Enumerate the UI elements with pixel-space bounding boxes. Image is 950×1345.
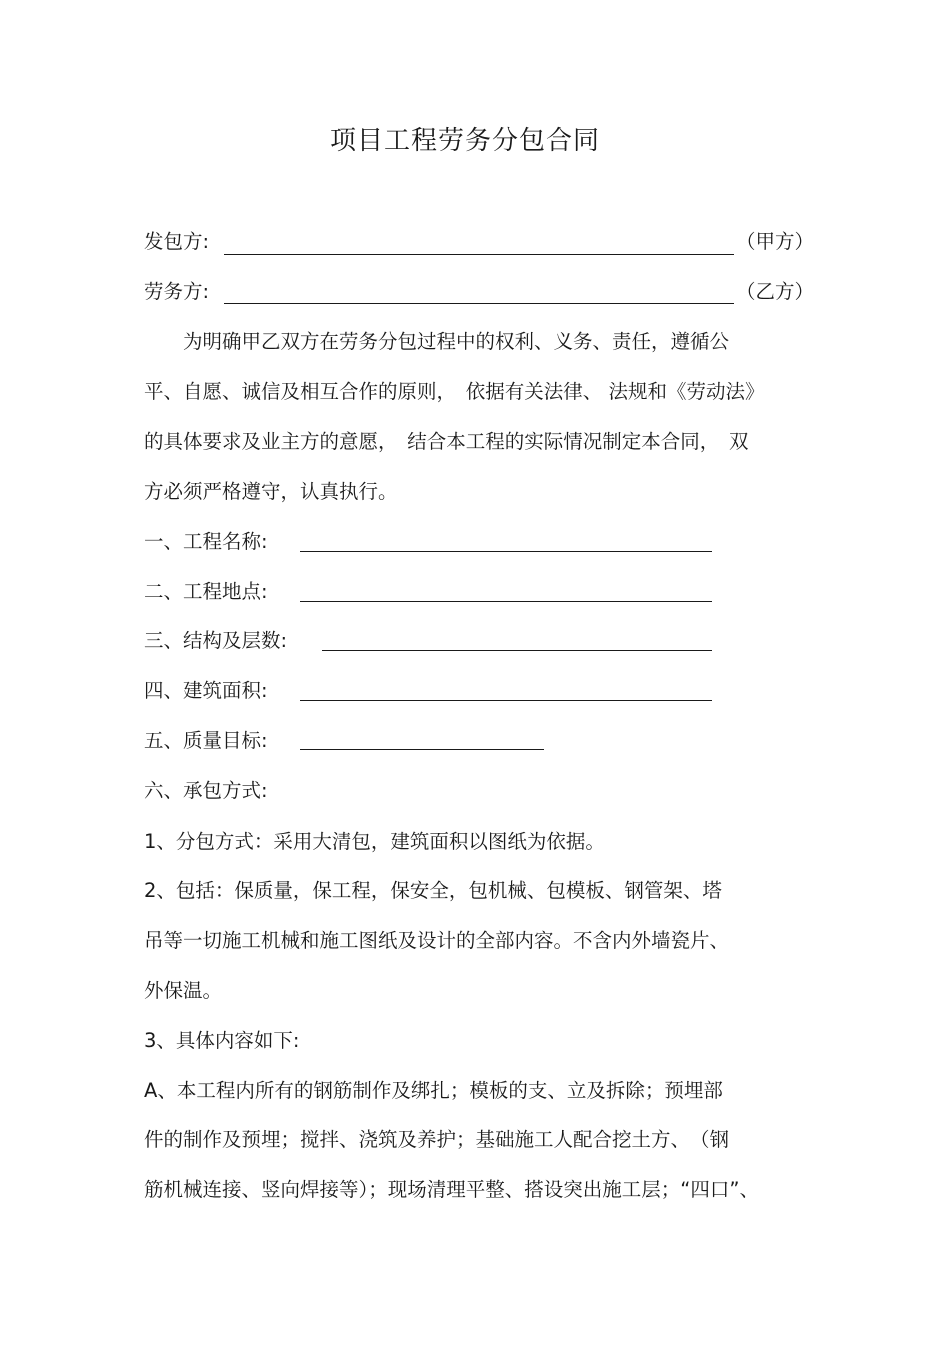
item-line: 3、具体内容如下: — [144, 1029, 300, 1052]
party-b-suffix: （乙方） — [736, 280, 815, 303]
section-heading: 六、承包方式: — [144, 779, 268, 802]
intro-line: 为明确甲乙双方在劳务分包过程中的权利、义务、责任，遵循公 — [144, 330, 730, 353]
field-area-blank — [300, 700, 712, 701]
intro-line: 平、自愿、诚信及相互合作的原则， 依据有关法律、 法规和《劳动法》 — [144, 380, 765, 403]
item-line: 1、分包方式：采用大清包，建筑面积以图纸为依据。 — [144, 830, 605, 853]
field-project-location-blank — [300, 601, 712, 602]
page-title: 项目工程劳务分包合同 — [329, 126, 600, 156]
item-line: 件的制作及预埋；搅拌、浇筑及养护；基础施工人配合挖土方、 （钢 — [144, 1128, 730, 1151]
party-a-suffix: （甲方） — [736, 230, 815, 253]
field-area-label: 四、建筑面积: — [144, 679, 268, 702]
party-a-label: 发包方: — [144, 230, 210, 253]
field-project-location-label: 二、工程地点: — [144, 580, 268, 603]
party-b-label: 劳务方: — [144, 280, 210, 303]
intro-line: 的具体要求及业主方的意愿， 结合本工程的实际情况制定本合同， 双 — [144, 430, 749, 453]
item-line: A、本工程内所有的钢筋制作及绑扎；模板的支、立及拆除；预埋部 — [144, 1079, 723, 1102]
party-a-blank — [224, 254, 734, 255]
intro-line: 方必须严格遵守，认真执行。 — [144, 480, 398, 503]
field-structure-blank — [322, 650, 712, 651]
item-line: 吊等一切施工机械和施工图纸及设计的全部内容。不含内外墙瓷片、 — [144, 929, 730, 952]
field-quality-label: 五、质量目标: — [144, 729, 268, 752]
field-project-name-label: 一、工程名称: — [144, 530, 268, 553]
party-b-blank — [224, 303, 734, 304]
item-line: 筋机械连接、竖向焊接等）；现场清理平整、搭设突出施工层；“四口”、 — [144, 1178, 759, 1201]
field-quality-blank — [300, 749, 544, 750]
item-line: 外保温。 — [144, 979, 223, 1002]
field-structure-label: 三、结构及层数: — [144, 629, 288, 652]
field-project-name-blank — [300, 551, 712, 552]
item-line: 2、包括：保质量，保工程，保安全，包机械、包模板、钢管架、塔 — [144, 879, 722, 902]
